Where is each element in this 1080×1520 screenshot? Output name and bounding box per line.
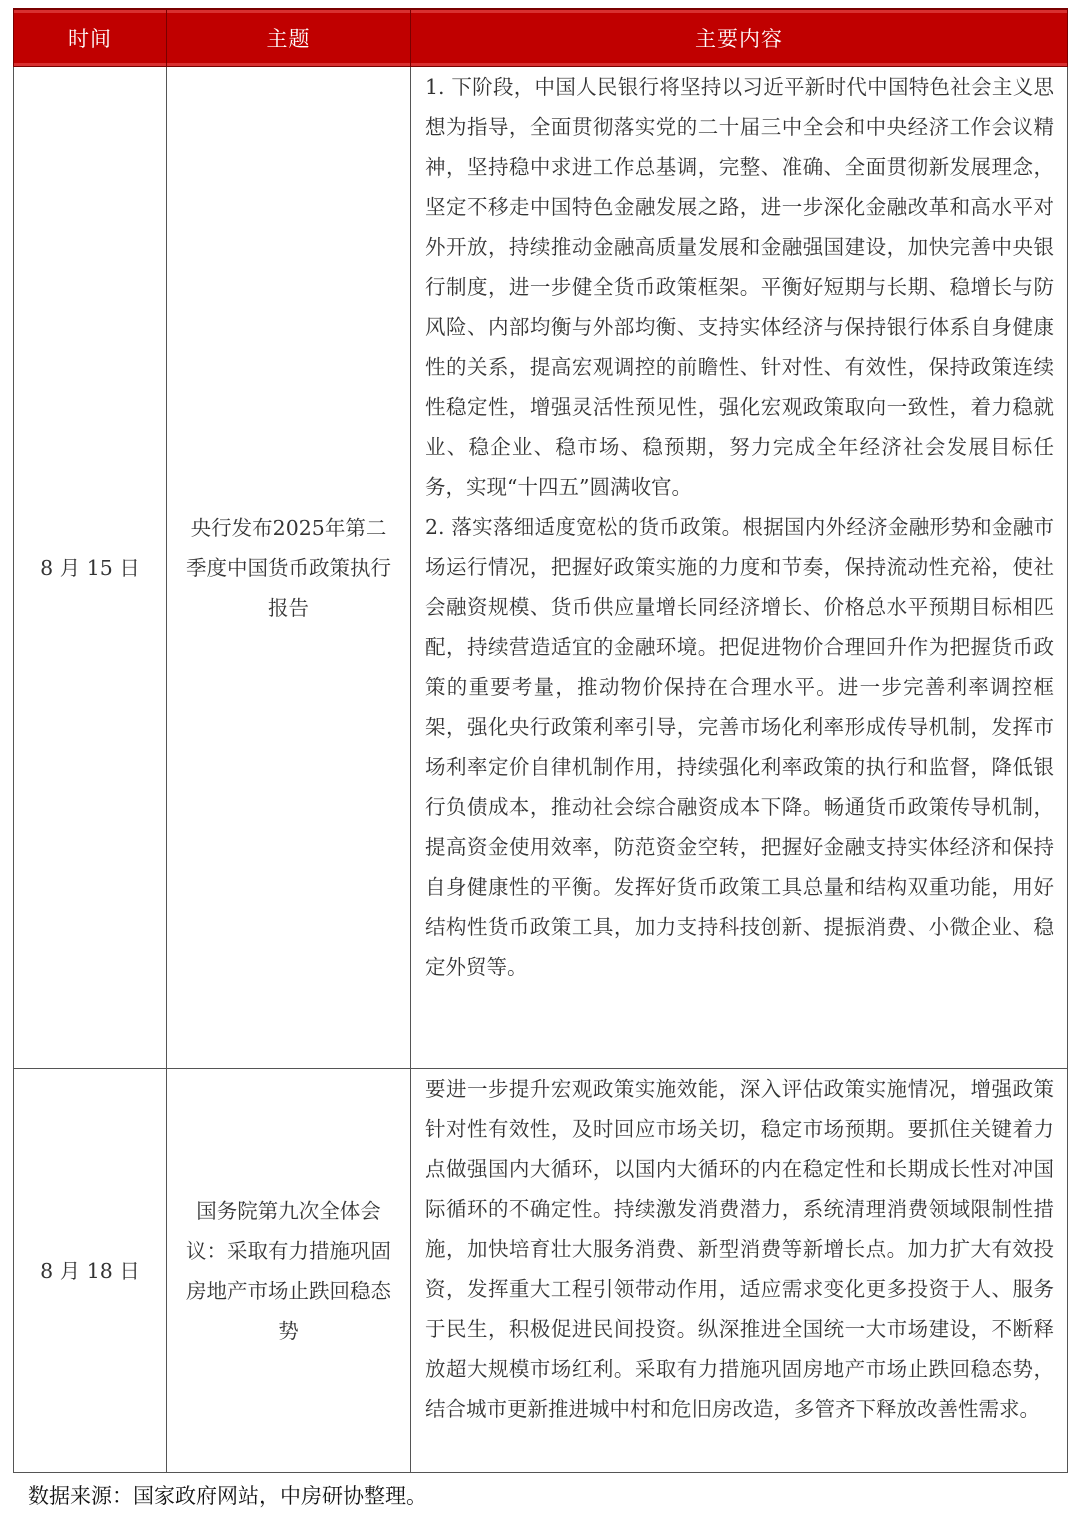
row-content xyxy=(411,67,1068,1069)
table-row xyxy=(14,1069,1068,1473)
content-paragraph: 1. 下阶段，中国人民银行将坚持以习近平新时代中国特色社会主义思想为指导，全面贯彻落实党的二十届三中全会和中央经济工作会议精神，坚持稳中求进工作总基调，完整、准确、全面贯彻新发展理念，坚定不移走中国特色金融发展之路，进一步深化金融改革和高水平对外开放，持续推动金融高质量发展和金融强国建设，加快完善中央银行制度，进一步健全货币政策框架。平衡好短期与长期、稳增长与防风险、内部均衡与外部均衡、支持实体经济与保持银行体系自身健康性的关系，提高宏观调控的前瞻性、针对性、有效性，保持政策连续性稳定性，增强灵活性预见性，强化宏观政策取向一致性，着力稳就业、稳企业、稳市场、稳预期，努力完成全年经济社会发展目标任务，实现“十四五”圆满收官。 xyxy=(425,75,1054,499)
column-header-topic: 主题 xyxy=(167,9,411,67)
row-date: 8 月 18 日 xyxy=(14,1069,167,1473)
row-date: 8 月 15 日 xyxy=(14,67,167,1069)
row-topic: 国务院第九次全体会议：采取有力措施巩固房地产市场止跌回稳态势 xyxy=(167,1069,411,1473)
table-header-row xyxy=(14,9,1068,67)
content-paragraph: 2. 落实落细适度宽松的货币政策。根据国内外经济金融形势和金融市场运行情况，把握好政策实施的力度和节奏，保持流动性充裕，使社会融资规模、货币供应量增长同经济增长、价格总水平预期目标相匹配，持续营造适宜的金融环境。把促进物价合理回升作为把握货币政策的重要考量，推动物价保持在合理水平。进一步完善利率调控框架，强化央行政策利率引导，完善市场化利率形成传导机制，发挥市场利率定价自律机制作用，持续强化利率政策的执行和监督，降低银行负债成本，推动社会综合融资成本下降。畅通货币政策传导机制，提高资金使用效率，防范资金空转，把握好金融支持实体经济和保持自身健康性的平衡。发挥好货币政策工具总量和结构双重功能，用好结构性货币政策工具，加力支持科技创新、提振消费、小微企业、稳定外贸等。 xyxy=(425,515,1054,979)
table-row xyxy=(14,67,1068,1069)
column-header-content: 主要内容 xyxy=(411,9,1068,67)
row-content xyxy=(411,1069,1068,1473)
policy-table xyxy=(13,8,1068,1473)
row-topic: 央行发布2025年第二季度中国货币政策执行报告 xyxy=(167,67,411,1069)
source-note: 数据来源：国家政府网站，中房研协整理。 xyxy=(28,1484,427,1508)
content-paragraph: 要进一步提升宏观政策实施效能，深入评估政策实施情况，增强政策针对性有效性，及时回应市场关切，稳定市场预期。要抓住关键着力点做强国内大循环，以国内大循环的内在稳定性和长期成长性对冲国际循环的不确定性。持续激发消费潜力，系统清理消费领域限制性措施，加快培育壮大服务消费、新型消费等新增长点。加力扩大有效投资，发挥重大工程引领带动作用，适应需求变化更多投资于人、服务于民生，积极促进民间投资。纵深推进全国统一大市场建设，不断释放超大规模市场红利。采取有力措施巩固房地产市场止跌回稳态势，结合城市更新推进城中村和危旧房改造，多管齐下释放改善性需求。 xyxy=(425,1077,1054,1421)
column-header-time: 时间 xyxy=(14,9,167,67)
